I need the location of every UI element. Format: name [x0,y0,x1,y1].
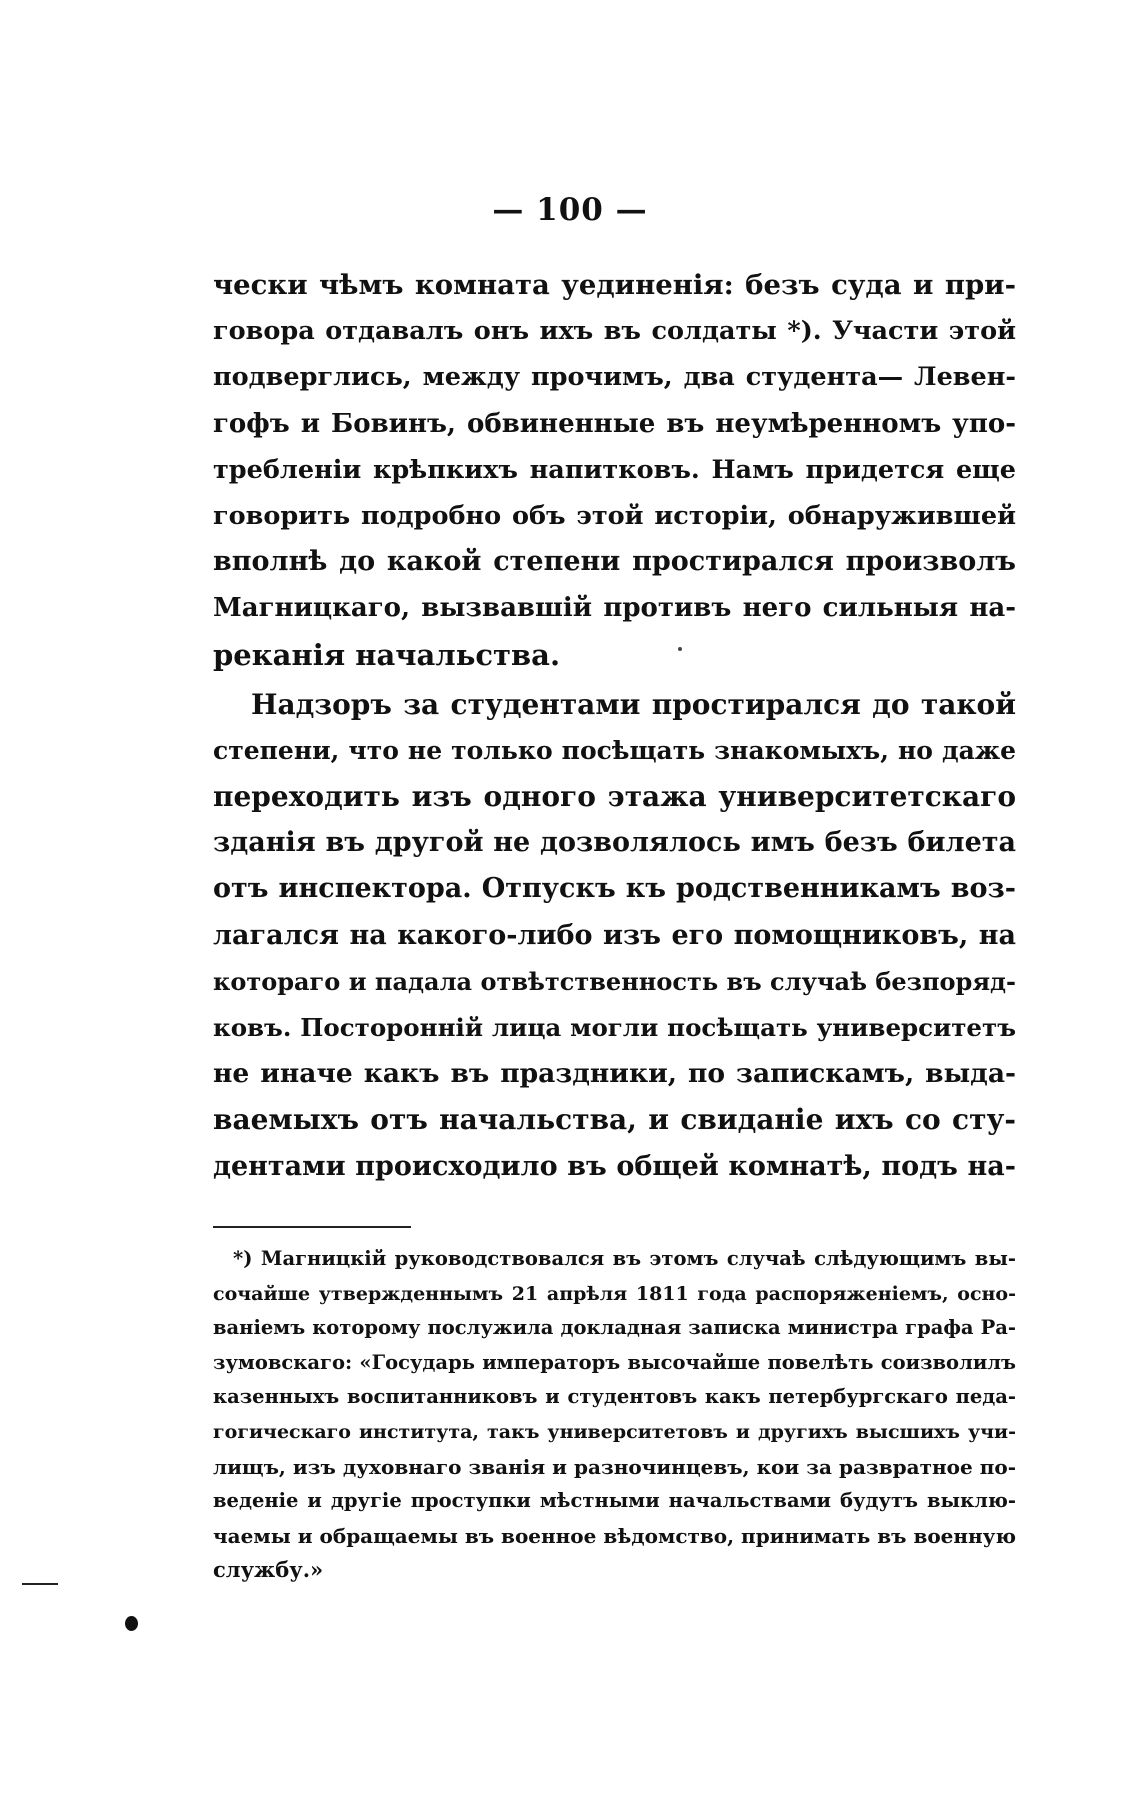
footnote-line: службу.» [213,1557,324,1583]
footnote-divider [213,1226,411,1228]
text-line: подверглись, между прочимъ, два студента— Левен- [213,362,1016,393]
text-line: котораго и падала отвѣтственность въ случаѣ безпоряд- [213,966,1016,996]
text-line: чески чѣмъ комната уединенія: безъ суда и при- [213,269,1016,301]
margin-ink-dot [125,1616,138,1631]
text-line: отъ инспектора. Отпускъ къ родственникамъ воз- [213,873,1016,905]
text-line: ковъ. Посторонній лица могли посѣщать университетъ [213,1013,1016,1042]
text-line: говора отдавалъ онъ ихъ въ солдаты *). Участи этой [213,316,1016,347]
text-line: говорить подробно объ этой исторіи, обнаружившей [213,500,1016,531]
footnote-line: ваніемъ которому послужила докладная записка министра графа Ра- [213,1316,1016,1340]
text-line: ваемыхъ отъ начальства, и свиданіе ихъ со сту- [213,1103,1016,1137]
page-number: — 100 — [492,192,648,228]
text-line: не иначе какъ въ праздники, по запискамъ, выда- [213,1058,1016,1090]
text-line: дентами происходило въ общей комнатѣ, подъ на- [213,1150,1016,1182]
text-line: гофъ и Бовинъ, обвиненные въ неумѣренномъ упо- [213,408,1016,439]
footnote-line: зумовскаго: «Государь императоръ высочайше повелѣть соизволилъ [213,1350,1016,1374]
margin-dash [22,1583,58,1585]
footnote [213,1242,1016,1588]
text-line: реканія начальства. [213,637,561,672]
footnote-line: веденіе и другіе проступки мѣстными начальствами будутъ выклю- [213,1489,1016,1513]
text-line: требленіи крѣпкихъ напитковъ. Намъ придется еще [213,454,1016,485]
footnote-line: гогическаго института, такъ университетовъ и другихъ высшихъ учи- [213,1420,1016,1443]
footnote-line: лищъ, изъ духовнаго званія и разночинцевъ, кои за развратное по- [213,1454,1016,1479]
text-line: переходить изъ одного этажа университетскаго [213,780,1016,814]
footnote-line: чаемы и обращаемы въ военное вѣдомство, принимать въ военную [213,1523,1016,1548]
text-line: степени, что не только посѣщать знакомыхъ, но даже [213,735,1016,765]
footnote-line: казенныхъ воспитанниковъ и студентовъ какъ петербургскаго педа- [213,1385,1016,1409]
main-text [213,262,1016,1190]
text-line: вполнѣ до какой степени простирался произволъ [213,546,1016,578]
text-line: зданія въ другой не дозволялось имъ безъ билета [213,827,1016,859]
footnote-line: *) Магницкій руководствовался въ этомъ случаѣ слѣдующимъ вы- [233,1247,1016,1270]
ink-speck [678,647,682,651]
footnote-line: сочайше утвержденнымъ 21 апрѣля 1811 года распоряженіемъ, осно- [213,1282,1016,1305]
text-line: Надзоръ за студентами простирался до такой [251,687,1016,721]
text-line: лагался на какого-либо изъ его помощниковъ, на [213,919,1016,951]
text-line: Магницкаго, вызвавшій противъ него сильныя на- [213,593,1016,624]
